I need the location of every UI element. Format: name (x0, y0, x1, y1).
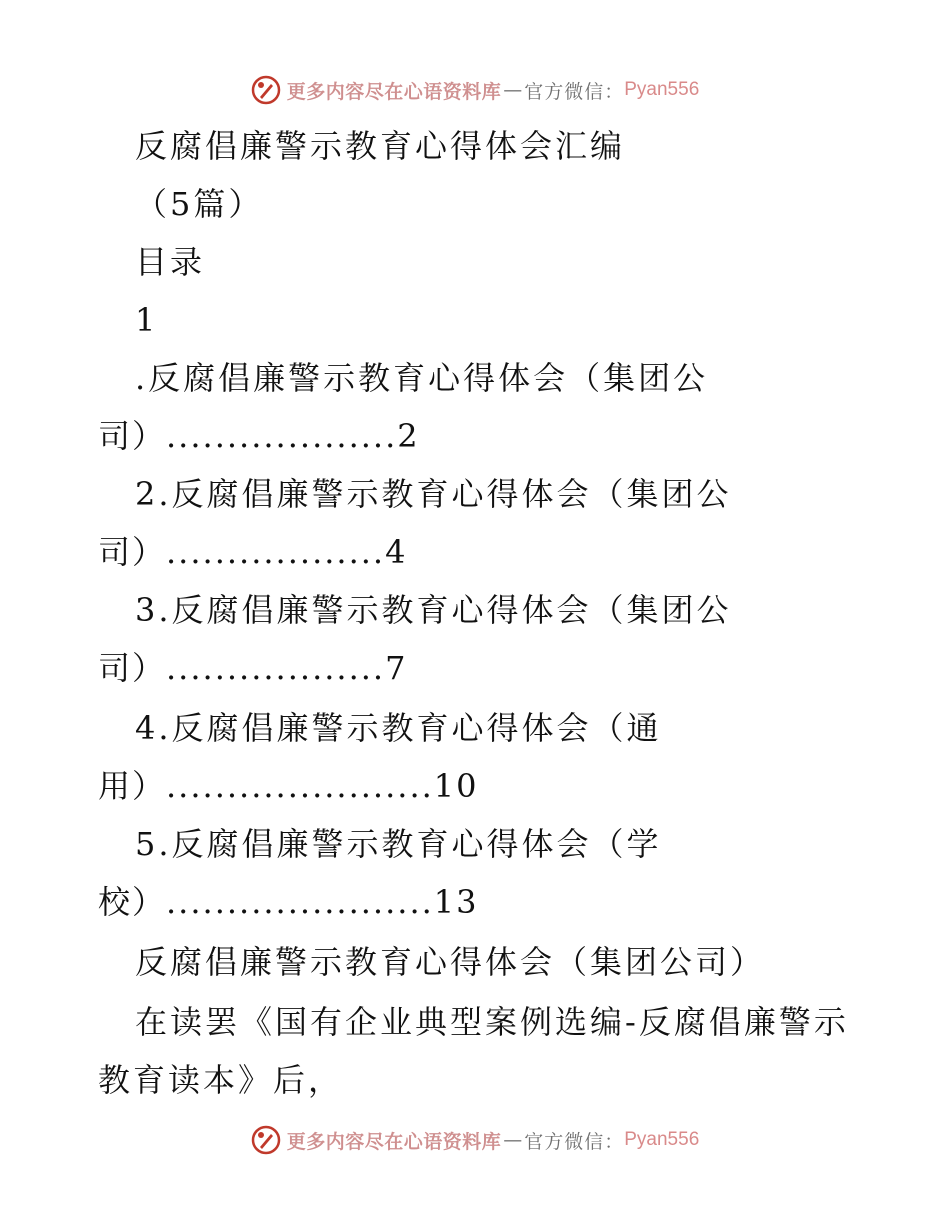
quill-logo-icon (251, 75, 281, 105)
toc-entry-3-title: 3.反腐倡廉警示教育心得体会（集团公 (135, 591, 732, 629)
toc-entry-2-title: 2.反腐倡廉警示教育心得体会（集团公 (135, 475, 732, 513)
toc-entry-2-page: 司）..................4 (98, 533, 408, 571)
banner-wechat-id: Pyan556 (624, 79, 700, 100)
toc-entry-4-title: 4.反腐倡廉警示教育心得体会（通 (135, 709, 662, 747)
header-watermark-banner (0, 70, 950, 110)
toc-entry-1-page: 司）...................2 (98, 417, 420, 455)
toc-first-number: 1 (135, 301, 159, 339)
toc-entry-1-title: .反腐倡廉警示教育心得体会（集团公 (135, 359, 709, 397)
section-title: 反腐倡廉警示教育心得体会（集团公司） (135, 943, 766, 981)
banner-contact-label: 官方微信： (524, 1130, 625, 1153)
body-paragraph-line-1: 在读罢《国有企业典型案例选编-反腐倡廉警示 (135, 1003, 849, 1041)
banner-promo-text: 更多内容尽在心语资料库 (286, 1130, 502, 1153)
banner-wechat-id: Pyan556 (624, 1129, 700, 1150)
banner-contact-label: 官方微信： (524, 80, 625, 103)
footer-watermark-banner (0, 1120, 950, 1160)
body-paragraph-line-2: 教育读本》后， (98, 1061, 344, 1099)
document-subtitle: （5篇） (135, 185, 264, 223)
banner-separator: — (503, 79, 523, 101)
toc-entry-3-page: 司）..................7 (98, 649, 408, 687)
quill-logo-icon (251, 1125, 281, 1155)
banner-separator: — (503, 1129, 523, 1151)
toc-entry-4-page: 用）......................10 (98, 767, 479, 805)
toc-entry-5-page: 校）......................13 (98, 883, 479, 921)
banner-promo-text: 更多内容尽在心语资料库 (286, 80, 502, 103)
document-title: 反腐倡廉警示教育心得体会汇编 (135, 127, 626, 165)
toc-entry-5-title: 5.反腐倡廉警示教育心得体会（学 (135, 825, 662, 863)
toc-heading: 目录 (135, 243, 206, 281)
